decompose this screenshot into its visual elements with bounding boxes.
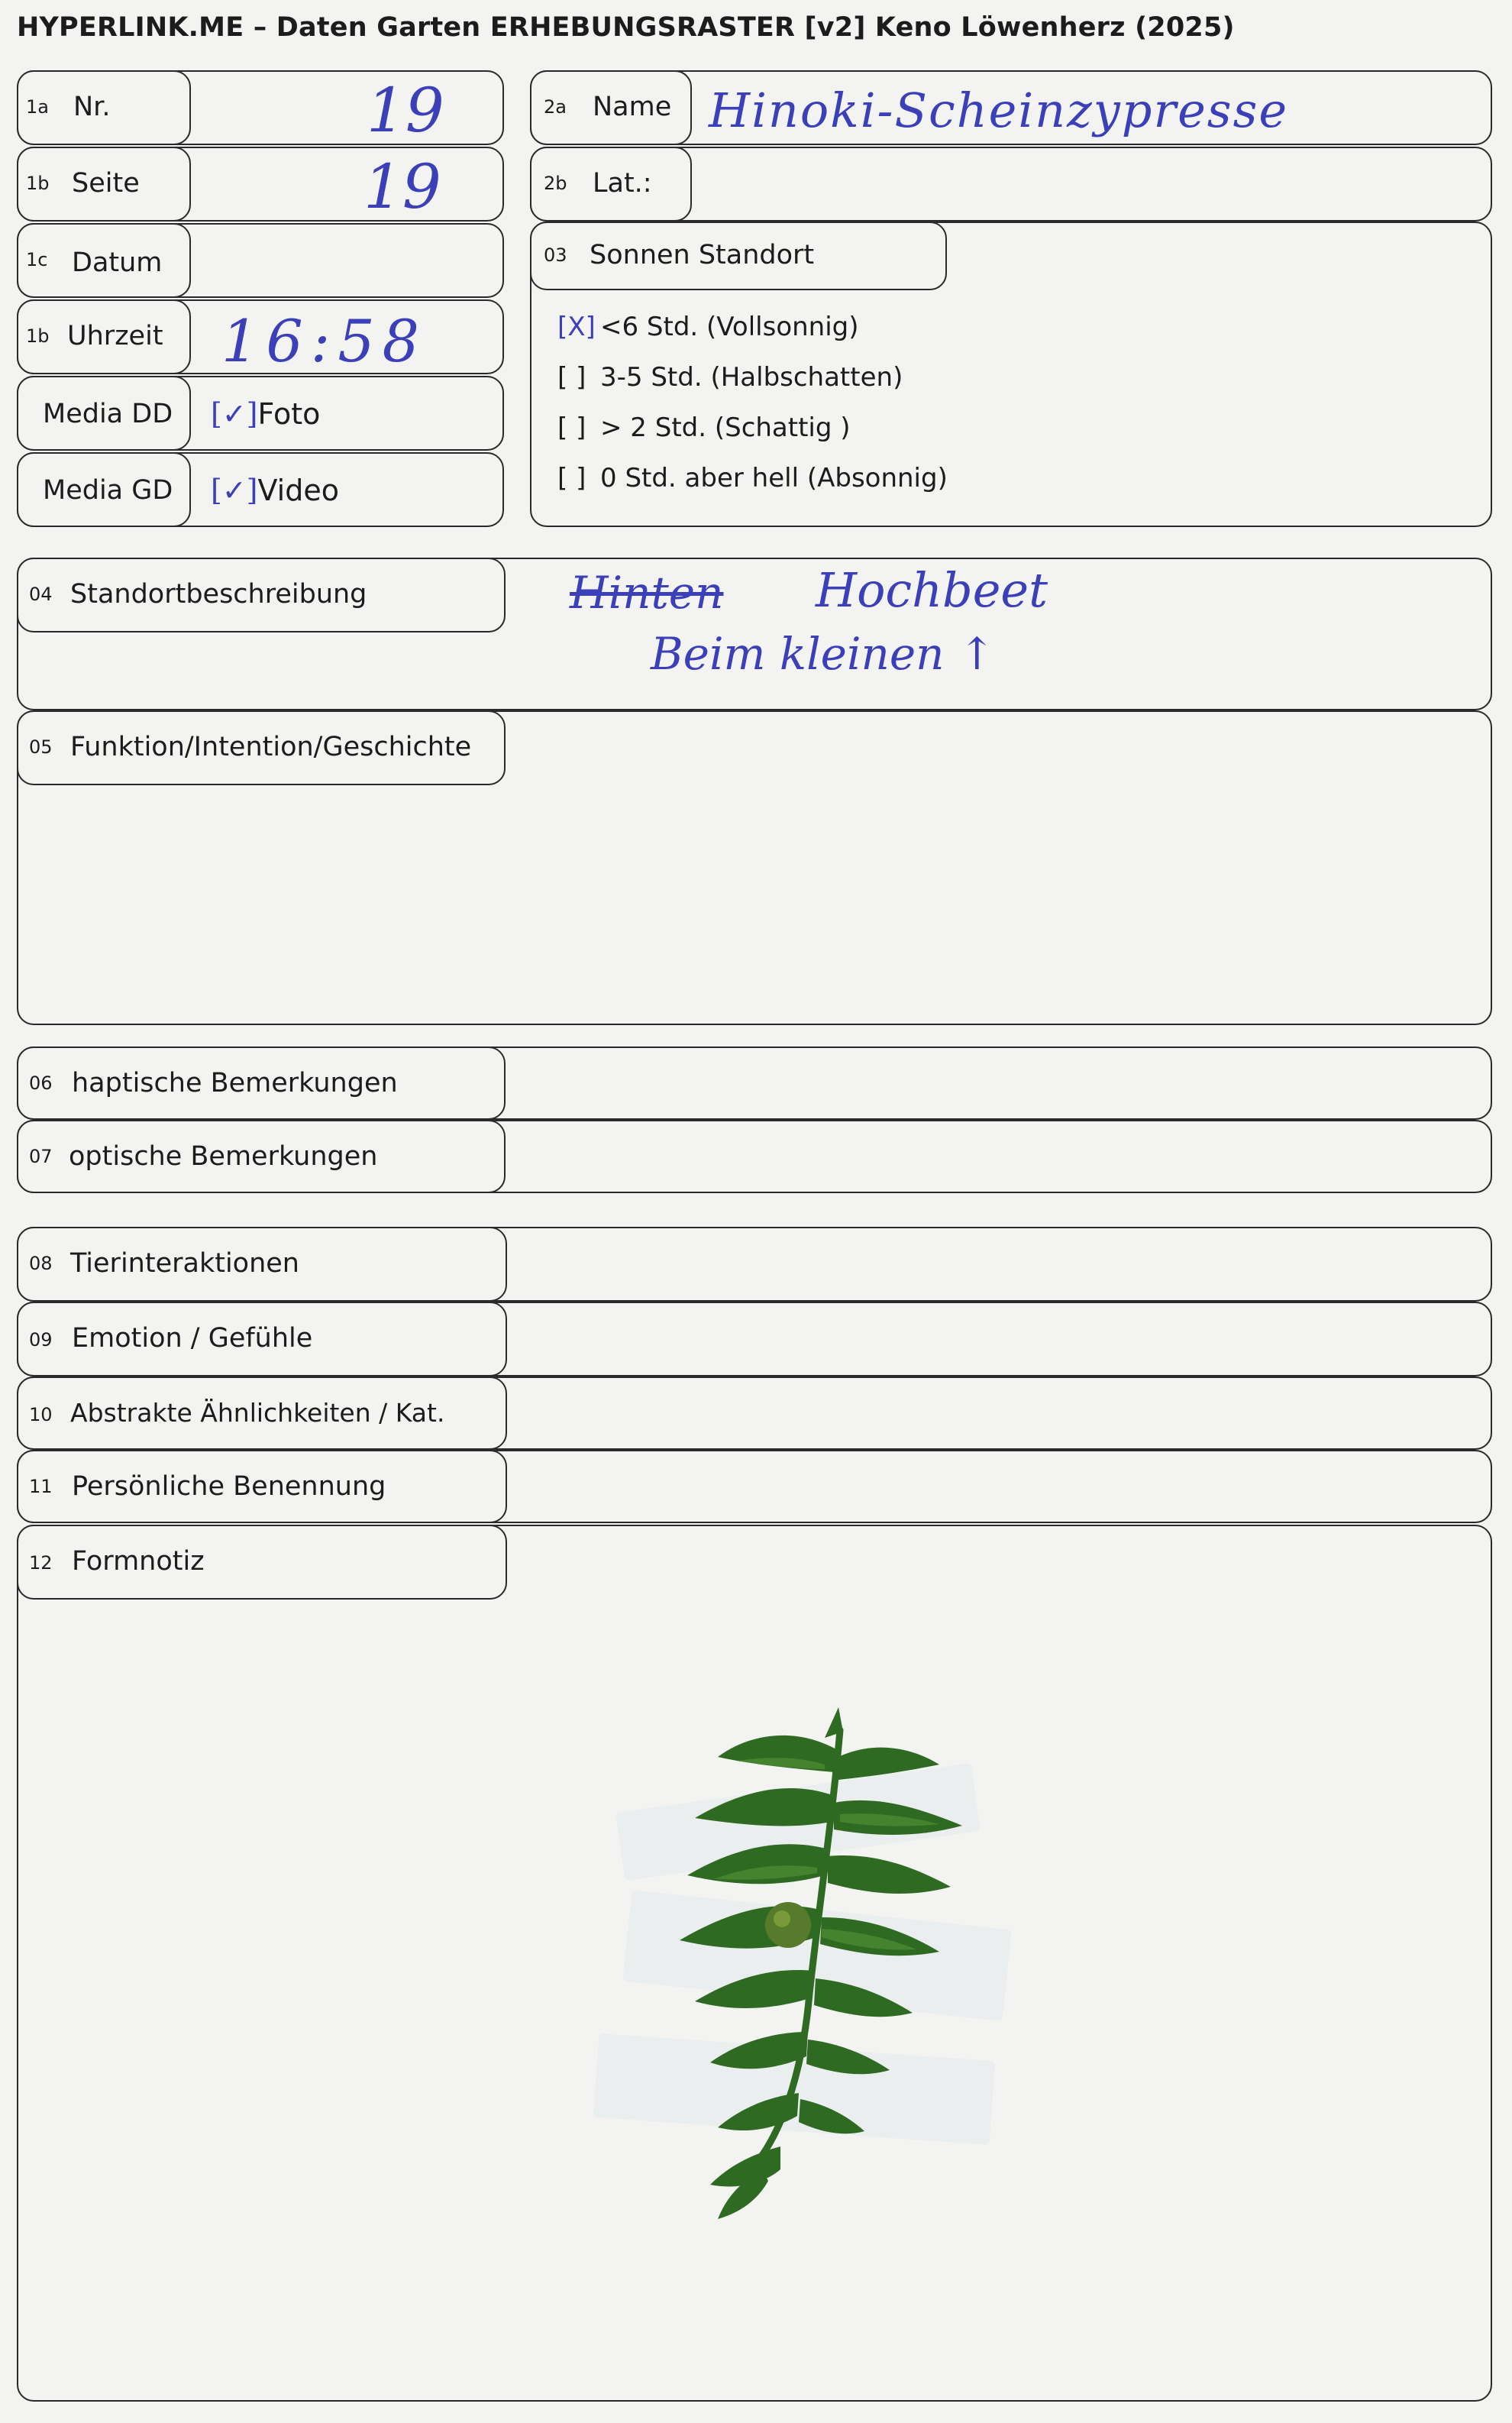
section-number: 06 — [29, 1072, 53, 1094]
option-label: 3-5 Std. (Halbschatten) — [600, 362, 903, 393]
section-label: optische Bemerkungen — [69, 1141, 378, 1172]
field-datum-label — [17, 223, 191, 298]
checkbox: [X] — [557, 312, 596, 342]
field-name-label — [530, 70, 692, 145]
section-number: 09 — [29, 1329, 53, 1351]
sun-option-halbschatten[interactable] — [557, 362, 903, 393]
section-label-box — [17, 558, 506, 632]
checkbox: [ ] — [557, 463, 586, 493]
section-label: Standortbeschreibung — [70, 579, 367, 610]
section-label-box — [17, 1376, 507, 1450]
sun-option-schattig[interactable] — [557, 412, 851, 443]
sun-option-vollsonnig[interactable] — [557, 312, 859, 342]
standort-line1: Hochbeet — [816, 562, 1048, 618]
field-nr-label — [17, 70, 191, 145]
field-number: 1c — [26, 249, 48, 270]
section-label: haptische Bemerkungen — [72, 1068, 398, 1098]
option-label: > 2 Std. (Schattig ) — [600, 412, 851, 443]
field-number: 2b — [544, 173, 567, 194]
section-label-box — [17, 1120, 506, 1193]
field-media-gd-label — [17, 452, 191, 527]
field-uhrzeit-label — [17, 299, 191, 374]
section-number: 05 — [29, 736, 53, 758]
section-number: 08 — [29, 1253, 53, 1274]
section-number: 03 — [544, 244, 567, 266]
field-label: Media GD — [43, 475, 173, 506]
section-label-box — [17, 1450, 507, 1523]
check-mark: [✓] — [211, 474, 258, 507]
field-label: Lat.: — [593, 168, 652, 199]
section-number: 04 — [29, 584, 53, 605]
option-label: <6 Std. (Vollsonnig) — [600, 312, 859, 342]
field-number: 1a — [26, 96, 49, 118]
field-label: Uhrzeit — [67, 321, 163, 351]
section-number: 11 — [29, 1476, 53, 1497]
section-label-box — [17, 1227, 507, 1302]
section-number: 12 — [29, 1552, 53, 1574]
field-number: 1b — [26, 325, 50, 347]
section-label-box — [17, 1047, 506, 1120]
check-mark: [✓] — [211, 397, 258, 431]
section-number: 10 — [29, 1404, 53, 1425]
field-seite-label — [17, 147, 191, 222]
checkbox: [ ] — [557, 362, 586, 393]
section-number: 07 — [29, 1146, 53, 1167]
field-media-dd-label — [17, 376, 191, 451]
section-label: Sonnen Standort — [590, 240, 815, 270]
nr-value: 19 — [367, 75, 444, 146]
sun-option-absonnig[interactable] — [557, 463, 948, 493]
section-label: Abstrakte Ähnlichkeiten / Kat. — [70, 1398, 445, 1428]
checkbox: [ ] — [557, 412, 586, 443]
seed-cone — [765, 1902, 811, 1948]
option-label: 0 Std. aber hell (Absonnig) — [600, 463, 948, 493]
section-label: Tierinteraktionen — [70, 1248, 299, 1279]
cypress-sprig-icon — [580, 1665, 1039, 2231]
field-label: Name — [593, 92, 672, 122]
section-label: Formnotiz — [72, 1546, 205, 1577]
section-label-box — [17, 1525, 507, 1600]
option-label: Foto — [257, 397, 321, 431]
section-label: Emotion / Gefühle — [72, 1323, 313, 1354]
sun-section-label — [530, 222, 947, 290]
option-label: Video — [257, 474, 339, 507]
field-label: Seite — [72, 168, 140, 199]
standort-line2: Beim kleinen ↑ — [651, 628, 996, 680]
standort-struck-text: Hinten — [570, 567, 724, 619]
section-label-box — [17, 1302, 507, 1376]
field-lat-label — [530, 147, 692, 222]
section-label: Persönliche Benennung — [72, 1471, 386, 1502]
field-label: Media DD — [43, 399, 173, 429]
media-gd-option[interactable] — [211, 474, 339, 507]
section-label: Funktion/Intention/Geschichte — [70, 732, 472, 762]
seite-value: 19 — [363, 151, 441, 222]
field-number: 2a — [544, 96, 567, 118]
field-number: 1b — [26, 173, 50, 194]
name-value: Hinoki-Scheinzypresse — [709, 82, 1289, 138]
field-label: Nr. — [73, 92, 111, 122]
uhrzeit-value: 16:58 — [221, 307, 428, 375]
media-dd-option[interactable] — [211, 397, 320, 431]
section-label-box — [17, 710, 506, 785]
page-title: HYPERLINK.ME – Daten Garten ERHEBUNGSRASTER [v2] Keno Löwenherz (2025) — [17, 12, 1235, 43]
field-label: Datum — [72, 247, 163, 278]
